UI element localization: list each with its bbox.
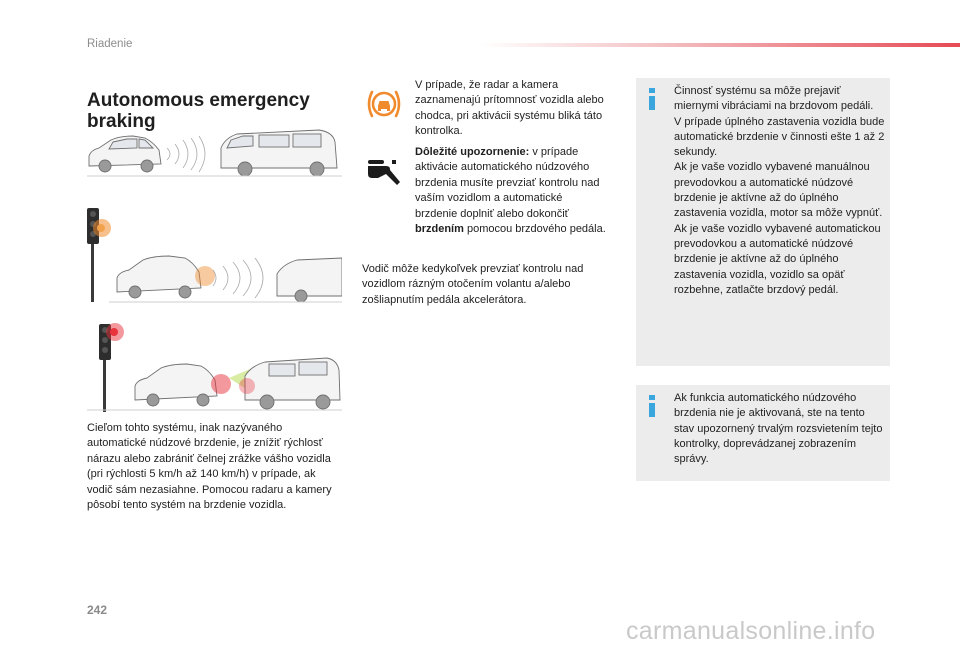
important-label: Dôležité upozornenie: [415,146,530,158]
page-title: Autonomous emergency braking [87,89,310,132]
info-box-text [674,84,886,298]
watermark: carmanualsonline.info [626,617,876,645]
hand-pointing-icon [364,152,404,188]
warning-light-description: V prípade, že radar a kamera zaznamenajú prítomnosť vozidla alebo chodca, pri aktivácii systému bliká táto kontrolka. [415,79,604,138]
car-drawing [117,256,201,298]
illustration-red-braking [87,322,342,414]
info-line: Ak je vaše vozidlo vybavené manuálnou prevodovkou a automatické núdzové brzdenie je aktívne až do úplného zastavenia vozidla, motor sa môže vypnúť. [674,161,883,220]
brake-glow [239,378,255,394]
sensor-glow [211,374,231,394]
driver-override-paragraph: Vodič môže kedykoľvek prevziať kontrolu nad vozidlom rázným otočením volantu a/alebo zošliapnutím pedála akcelerátora. [362,263,584,306]
traffic-light-drawing [99,323,124,412]
info-line: Činnosť systému sa môže prejaviť miernymi vibráciami na brzdovom pedáli. [674,85,874,113]
emergency-braking-warning-icon [364,84,404,124]
sensor-glow [195,266,215,286]
important-emphasis: brzdením [415,223,464,236]
info-icon [648,88,656,110]
info-box-deactivated [636,385,890,481]
section-label: Riadenie [87,38,133,50]
page-number: 242 [87,603,108,617]
header-accent-bar [480,43,960,47]
info-icon [648,395,656,417]
important-text-before: v prípade aktivácie automatického núdzového brzdenia musíte prevziať kontrolu nad vaším vozidlom a automatické brzdenie doplniť alebo dokončiť [415,146,600,220]
info-line: Ak funkcia automatického núdzového brzdenia nie je aktivovaná, ste na tento stav upozornený trvalým rozsvietením tejto kontrolky, doprevádzanej zobrazením správy. [674,392,883,466]
van-drawing [245,358,340,409]
info-line: Ak je vaše vozidlo vybavené automatickou prevodovkou a automatické núdzové brzdenie je aktívne až do úplného zastavenia vozidla, vozidlo sa opäť rozbehne, zatlačte brzdový pedál. [674,222,881,296]
info-line: V prípade úplného zastavenia vozidla bude automatické brzdenie v činnosti ešte 1 až 2 sekundy. [674,115,885,159]
info-box-braking-behavior [636,78,890,366]
important-note [415,145,607,237]
illustration-orange-warning [87,206,342,304]
radar-waves [213,258,263,298]
traffic-light-drawing [87,208,111,302]
intro-paragraph: Cieľom tohto systému, inak nazývaného automatické núdzové brzdenie, je znížiť rýchlosť nárazu alebo zabrániť čelnej zrážke vášho vozidla (pri rýchlosti 5 km/h až 140 km/h) v prípade, ak vodič sám nezasiahne. Pomocou radaru a kamery pôsobí tento systém na brzdenie vozidla. [87,422,332,512]
illustration-car-approaching-van [87,128,342,180]
car-drawing [89,136,161,172]
important-text-after: pomocou brzdového pedála. [463,223,606,236]
radar-waves [167,136,205,172]
van-drawing [277,258,342,302]
van-drawing [221,130,337,176]
info-box-text [674,391,886,467]
car-drawing [135,364,217,406]
